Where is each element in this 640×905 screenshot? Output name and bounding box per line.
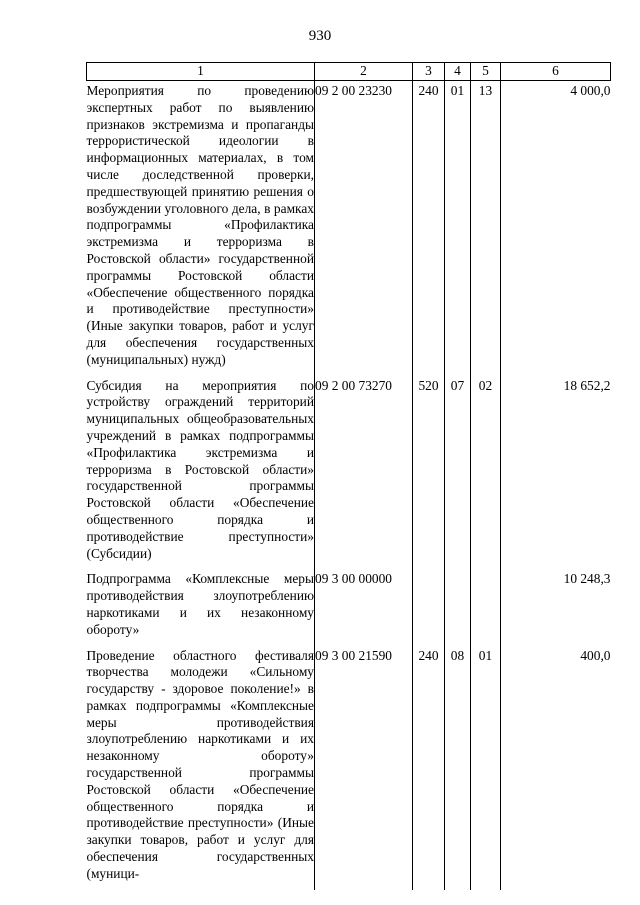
row-col5: 01	[471, 646, 501, 890]
table-row	[87, 81, 611, 376]
row-col3: 240	[413, 646, 445, 890]
row-col5: 02	[471, 376, 501, 570]
row-amount: 18 652,2	[563, 377, 611, 393]
row-code: 09 2 00 73270	[315, 376, 413, 570]
row-description: Мероприятия по проведению экспертных работ по выявлению признаков экстремизма и пропаганды террористической идеологии в информационных материалах, в том числе доследственной проверки, предшествующей принятию решения о возбуждении уголовного дела, в рамках подпрограммы «Профилактика экстремизма и терроризма в Ростовской области» государственной программы Ростовской области «Обеспечение общественного порядка и противодействие преступности» (Иные закупки товаров, работ и услуг для обеспечения государственных (муниципальных) нужд)	[87, 81, 315, 376]
row-col4: 07	[445, 376, 471, 570]
column-header-1: 1	[87, 63, 315, 81]
column-header-2: 2	[315, 63, 413, 81]
row-col3: 520	[413, 376, 445, 570]
row-col5: 13	[471, 81, 501, 376]
table-header-row	[87, 63, 611, 81]
row-col3: 240	[413, 81, 445, 376]
column-header-3: 3	[413, 63, 445, 81]
row-col4: 01	[445, 81, 471, 376]
table-row	[87, 376, 611, 570]
budget-table	[86, 62, 611, 890]
row-col5	[471, 569, 501, 645]
row-code: 09 3 00 21590	[315, 646, 413, 890]
table-row	[87, 569, 611, 645]
row-amount: 4 000,0	[570, 83, 611, 98]
row-description: Проведение областного фестиваля творчества молодежи «Сильному государству - здоровое поколение!» в рамках подпрограммы «Комплексные меры противодействия злоупотреблению наркотиками и их незаконному обороту» государственной программы Ростовской области «Обеспечение общественного порядка и противодействие преступности» (Иные закупки товаров, работ и услуг для обеспечения государственных (муници-	[87, 646, 315, 890]
table-row	[87, 646, 611, 890]
column-header-6: 6	[501, 63, 611, 81]
row-description: Подпрограмма «Комплексные меры противодействия злоупотреблению наркотиками и их незаконному обороту»	[87, 569, 315, 645]
row-col4	[445, 569, 471, 645]
column-header-4: 4	[445, 63, 471, 81]
row-code: 09 2 00 23230	[315, 81, 413, 376]
row-amount: 10 248,3	[563, 571, 611, 587]
row-amount: 400,0	[580, 647, 611, 663]
row-code: 09 3 00 00000	[315, 569, 413, 645]
row-description: Субсидия на мероприятия по устройству ограждений территорий муниципальных общеобразовательных учреждений в рамках подпрограммы «Профилактика экстремизма и терроризма в Ростовской области» государственной программы Ростовской области «Обеспечение общественного порядка и противодействие преступности» (Субсидии)	[87, 376, 315, 570]
column-header-5: 5	[471, 63, 501, 81]
row-col4: 08	[445, 646, 471, 890]
page-number: 930	[308, 28, 332, 44]
row-col3	[413, 569, 445, 645]
